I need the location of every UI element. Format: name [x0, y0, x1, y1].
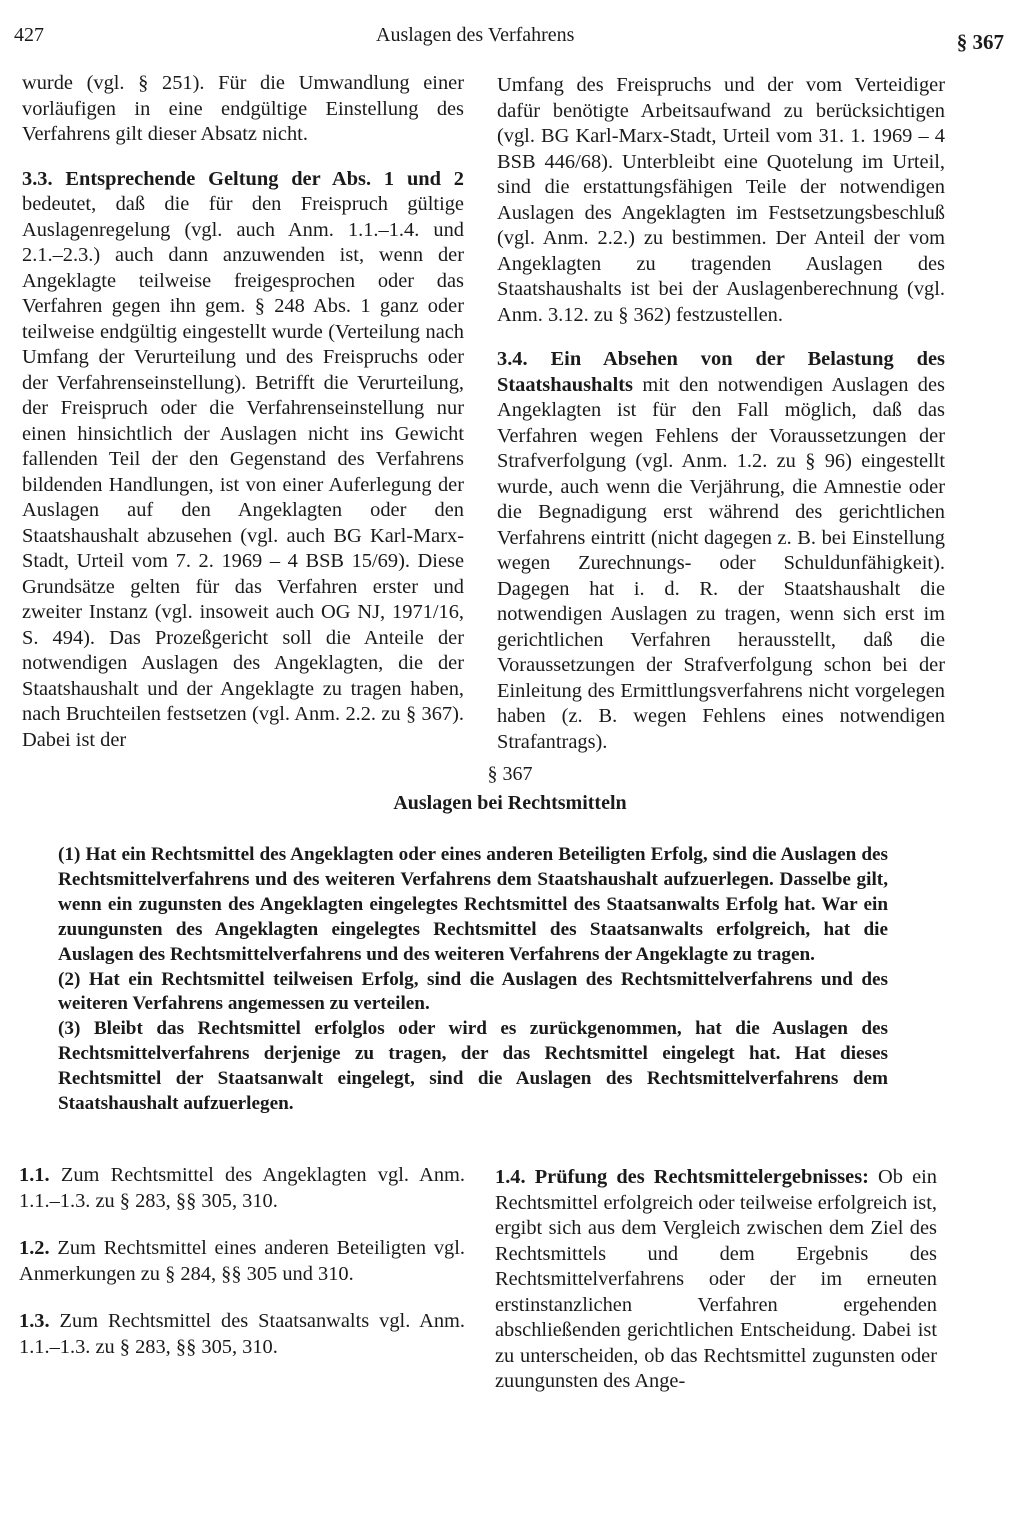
header-section-number: § 367 [956, 30, 1004, 54]
statute-paragraph-3: (3) Bleibt das Rechtsmittel erfolglos oder wird es zurückgenommen, hat die Auslagen des Rechtsmittelverfahrens derjenige zu tragen, der das Rechtsmittel eingelegt hat. Hat dieses Rechtsmittel der Staatsanwalt eingelegt, sind die Auslagen des Rechtsmittelverfahrens dem Staatshaushalt aufzuerlegen. [58, 1018, 888, 1115]
left-column-bottom [19, 1163, 465, 1360]
left-column-top [22, 71, 464, 753]
running-header [14, 24, 1004, 54]
paragraph: Umfang des Freispruchs und der vom Verteidiger dafür benötigte Arbeitsaufwand zu berücksichtigen (vgl. BG Karl-Marx-Stadt, Urteil vom 31. 1. 1969 – 4 BSB 446/68). Unterbleibt eine Quotelung im Urteil, sind die erstattungsfähigen Teile der notwendigen Auslagen des Angeklagten im Festsetzungsbeschluß (vgl. Anm. 2.2.) zu bestimmen. Der Anteil der vom Angeklagten zu tragenden Auslagen des Staatshaushalts ist bei der Auslagenberechnung (vgl. Anm. 3.12. zu § 362) festzustellen. [497, 74, 945, 326]
note-1-1 [19, 1163, 465, 1214]
section-number: § 367 [487, 763, 533, 785]
note-text: Zum Rechtsmittel eines anderen Beteiligten vgl. Anmerkungen zu § 284, §§ 305 und 310. [19, 1237, 465, 1285]
note-1-3 [19, 1309, 465, 1360]
section-title: Auslagen bei Rechtsmitteln [393, 792, 627, 814]
note-1-4 [495, 1165, 937, 1395]
note-text: mit den notwendigen Auslagen des Angeklagten ist für den Fall möglich, daß das Verfahren wegen Fehlens der Voraussetzungen der Strafverfolgung (vgl. Anm. 1.2. zu § 96) eingestellt wurde, auch wenn die Verjährung, die Amnestie oder die Begnadigung erst während des gerichtlichen Verfahrens eintritt (nicht dagegen z. B. bei Einstellung wegen Zurechnungs- oder Schuldunfähigkeit). Dagegen hat i. d. R. der Staatshaushalt die notwendigen Auslagen zu tragen, wenn sich erst im gerichtlichen Verfahren herausstellt, daß die Voraussetzungen der Strafverfolgung schon bei der Einleitung des Ermittlungsverfahrens nicht vorgelegen haben (z. B. wegen Fehlens eines notwendigen Strafantrags). [497, 373, 945, 753]
right-column-top [497, 73, 945, 755]
right-column-bottom [495, 1165, 937, 1395]
running-title: Auslagen des Verfahrens [376, 24, 575, 46]
note-text: Zum Rechtsmittel des Staatsanwalts vgl. Anm. 1.1.–1.3. zu § 283, §§ 305, 310. [19, 1310, 465, 1358]
note-heading: 3.3. Entsprechende Geltung der Abs. 1 und 2 [22, 167, 464, 190]
note-3-3 [22, 167, 464, 754]
paragraph: wurde (vgl. § 251). Für die Umwandlung einer vorläufigen in eine endgültige Einstellung des Verfahrens gilt dieser Absatz nicht. [22, 72, 464, 145]
note-text: bedeutet, daß die für den Freispruch gültige Auslagenregelung (vgl. auch Anm. 1.1.–1.4. und 2.1.–2.3.) auch dann anzuwenden ist, wenn der Angeklagte teilweise freigesprochen oder das Verfahren gegen ihn gem. § 248 Abs. 1 ganz oder teilweise endgültig eingestellt wurde (Verteilung nach Umfang der Verurteilung und des Freispruchs oder der Verfahrenseinstellung). Betrifft die Verurteilung, der Freispruch oder die Verfahrenseinstellung nur einen hinsichtlich der Auslagen nicht ins Gewicht fallenden Teil der den Gegenstand des Verfahrens bildenden Handlungen, ist von einer Auferlegung der Auslagen auf den Angeklagten oder den Staatshaushalt abzusehen (vgl. auch BG Karl-Marx-Stadt, Urteil vom 7. 2. 1969 – 4 BSB 15/69). Diese Grundsätze gelten für das Verfahren erster und zweiter Instanz (vgl. insoweit auch OG NJ, 1971/16, S. 494). Das Prozeßgericht soll die Anteile der notwendigen Auslagen des Angeklagten, die der Staatshaushalt und der Angeklagte zu tragen haben, nach Bruchteilen festsetzen (vgl. Anm. 2.2. zu § 367). Dabei ist der [22, 193, 464, 751]
statute-paragraph-1: (1) Hat ein Rechtsmittel des Angeklagten oder eines anderen Beteiligten Erfolg, sind die Auslagen des Rechtsmittelverfahrens und des weiteren Verfahrens dem Staatshaushalt aufzuerlegen. Dasselbe gilt, wenn ein zugunsten des Angeklagten eingelegtes Rechtsmittel des Staatsanwalts Erfolg hat. War ein zuungunsten des Angeklagten eingelegtes Rechtsmittel des Staatsanwalts erfolgreich, hat die Auslagen des Rechtsmittelverfahrens und des weiteren Verfahrens der Angeklagte zu tragen. [58, 844, 888, 965]
page-number: 427 [14, 24, 44, 46]
note-heading: 1.4. Prüfung des Rechtsmittelergebnisses: [495, 1166, 869, 1188]
note-number: 1.3. [19, 1310, 50, 1332]
statute-text [58, 843, 888, 1117]
note-number: 1.2. [19, 1237, 50, 1259]
note-text: Ob ein Rechtsmittel erfolgreich oder teilweise erfolgreich ist, ergibt sich aus dem Vergleich zwischen dem Ziel des Rechtsmittels und dem Ergebnis des Rechtsmittelverfahrens oder der im erneuten erstinstanzlichen Verfahren ergehenden abschließenden gerichtlichen Entscheidung. Dabei ist zu unterscheiden, ob das Rechtsmittel zugunsten oder zuungunsten des Ange- [495, 1166, 937, 1392]
statute-paragraph-2: (2) Hat ein Rechtsmittel teilweisen Erfolg, sind die Auslagen des Rechtsmittelverfahrens und des weiteren Verfahrens angemessen zu verteilen. [58, 968, 888, 1015]
note-number: 1.1. [19, 1164, 50, 1186]
note-heading: 3.4. Ein Absehen von der Belastung des Staatshaushalts [497, 348, 945, 396]
note-3-4 [497, 347, 945, 755]
note-1-2 [19, 1236, 465, 1287]
note-text: Zum Rechtsmittel des Angeklagten vgl. Anm. 1.1.–1.3. zu § 283, §§ 305, 310. [19, 1164, 465, 1212]
